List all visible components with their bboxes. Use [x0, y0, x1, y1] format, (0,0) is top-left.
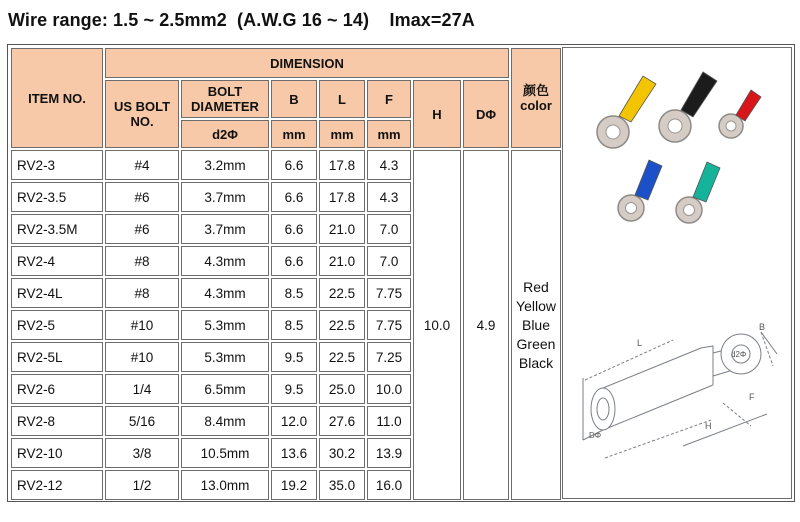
cell-us-bolt: #4 — [105, 150, 179, 180]
cell-item-no: RV2-3.5 — [11, 182, 103, 212]
diagram-label-f: F — [749, 392, 755, 402]
cell-f: 13.9 — [367, 438, 411, 468]
cell-bolt-diameter: 4.3mm — [181, 278, 269, 308]
cell-item-no: RV2-12 — [11, 470, 103, 500]
header-item-no: ITEM NO. — [11, 48, 103, 148]
cell-b: 9.5 — [271, 342, 317, 372]
cell-b: 6.6 — [271, 246, 317, 276]
diagram-label-l: L — [637, 338, 643, 348]
cell-l: 21.0 — [319, 214, 365, 244]
cell-us-bolt: #6 — [105, 214, 179, 244]
color-option: Black — [518, 354, 554, 371]
spec-table — [9, 46, 563, 502]
table-row — [11, 150, 561, 180]
diagram-label-b: B — [759, 322, 766, 332]
cell-l: 27.6 — [319, 406, 365, 436]
cell-bolt-diameter: 13.0mm — [181, 470, 269, 500]
cell-us-bolt: 3/8 — [105, 438, 179, 468]
header-color — [511, 48, 561, 148]
cell-f: 7.75 — [367, 278, 411, 308]
cell-b: 6.6 — [271, 150, 317, 180]
terminal-black-sleeve — [681, 72, 717, 117]
cell-b: 9.5 — [271, 374, 317, 404]
header-color-en: color — [520, 98, 552, 113]
product-image-panel — [562, 47, 792, 499]
cell-item-no: RV2-4L — [11, 278, 103, 308]
cell-f: 7.25 — [367, 342, 411, 372]
color-option: Blue — [521, 316, 551, 333]
cell-bolt-diameter: 8.4mm — [181, 406, 269, 436]
terminal-red-sleeve — [736, 90, 761, 121]
cell-us-bolt: #8 — [105, 278, 179, 308]
header-bolt-diameter-line2: DIAMETER — [191, 99, 259, 114]
cell-f: 7.0 — [367, 246, 411, 276]
terminal-blue — [618, 160, 662, 221]
cell-item-no: RV2-4 — [11, 246, 103, 276]
cell-us-bolt: #10 — [105, 342, 179, 372]
terminal-green — [676, 162, 720, 223]
header-dimension: DIMENSION — [105, 48, 509, 78]
cell-b: 8.5 — [271, 310, 317, 340]
header-us-bolt-line2: NO. — [130, 114, 154, 129]
cell-l: 25.0 — [319, 374, 365, 404]
cell-l: 22.5 — [319, 342, 365, 372]
diagram-label-d2: d2Φ — [731, 350, 747, 359]
cell-bolt-diameter: 10.5mm — [181, 438, 269, 468]
unit-l: mm — [319, 120, 365, 148]
header-l: L — [319, 80, 365, 118]
header-bolt-diameter-line1: BOLT — [207, 84, 243, 99]
terminal-yellow-sleeve — [619, 76, 656, 122]
header-bolt-diameter — [181, 80, 269, 118]
cell-color-list — [511, 150, 561, 500]
cell-l: 17.8 — [319, 182, 365, 212]
cell-bolt-diameter: 3.2mm — [181, 150, 269, 180]
terminal-yellow — [597, 76, 656, 148]
cell-f: 11.0 — [367, 406, 411, 436]
product-illustration — [563, 48, 793, 500]
header-us-bolt — [105, 80, 179, 148]
cell-f: 16.0 — [367, 470, 411, 500]
cell-l: 35.0 — [319, 470, 365, 500]
cell-item-no: RV2-3.5M — [11, 214, 103, 244]
cell-item-no: RV2-5L — [11, 342, 103, 372]
cell-bolt-diameter: 6.5mm — [181, 374, 269, 404]
header-us-bolt-line1: US BOLT — [113, 99, 171, 114]
cell-b: 12.0 — [271, 406, 317, 436]
cell-item-no: RV2-10 — [11, 438, 103, 468]
cell-b: 13.6 — [271, 438, 317, 468]
cell-f: 4.3 — [367, 182, 411, 212]
page-title: Wire range: 1.5 ~ 2.5mm2 (A.W.G 16 ~ 14) Imax=27A — [8, 10, 475, 30]
terminal-black — [659, 72, 717, 142]
cell-l: 30.2 — [319, 438, 365, 468]
header-h: H — [413, 80, 461, 148]
color-option: Yellow — [516, 297, 556, 314]
header-b: B — [271, 80, 317, 118]
cell-item-no: RV2-5 — [11, 310, 103, 340]
dimension-drawing — [583, 332, 777, 458]
cell-l: 22.5 — [319, 278, 365, 308]
cell-b: 6.6 — [271, 214, 317, 244]
cell-us-bolt: #10 — [105, 310, 179, 340]
cell-h-shared: 10.0 — [413, 150, 461, 500]
cell-bolt-diameter: 5.3mm — [181, 310, 269, 340]
cell-us-bolt: 1/4 — [105, 374, 179, 404]
header-color-cn: 颜色 — [522, 83, 549, 98]
cell-f: 7.0 — [367, 214, 411, 244]
cell-b: 8.5 — [271, 278, 317, 308]
cell-f: 10.0 — [367, 374, 411, 404]
color-option: Green — [516, 335, 556, 352]
cell-us-bolt: #6 — [105, 182, 179, 212]
terminal-red — [719, 90, 761, 138]
terminal-blue-sleeve — [635, 160, 662, 200]
cell-l: 21.0 — [319, 246, 365, 276]
header-f: F — [367, 80, 411, 118]
cell-bolt-diameter: 5.3mm — [181, 342, 269, 372]
cell-bolt-diameter: 4.3mm — [181, 246, 269, 276]
cell-l: 22.5 — [319, 310, 365, 340]
color-option: Red — [523, 278, 549, 295]
cell-b: 19.2 — [271, 470, 317, 500]
cell-d-shared: 4.9 — [463, 150, 509, 500]
header-d2: d2Φ — [181, 120, 269, 148]
unit-b: mm — [271, 120, 317, 148]
cell-bolt-diameter: 3.7mm — [181, 182, 269, 212]
cell-b: 6.6 — [271, 182, 317, 212]
cell-item-no: RV2-8 — [11, 406, 103, 436]
cell-us-bolt: 1/2 — [105, 470, 179, 500]
cell-f: 4.3 — [367, 150, 411, 180]
terminal-green-sleeve — [693, 162, 720, 202]
cell-l: 17.8 — [319, 150, 365, 180]
cell-us-bolt: #8 — [105, 246, 179, 276]
header-d: DΦ — [463, 80, 509, 148]
diagram-label-d: DΦ — [589, 431, 602, 440]
cell-f: 7.75 — [367, 310, 411, 340]
cell-bolt-diameter: 3.7mm — [181, 214, 269, 244]
unit-f: mm — [367, 120, 411, 148]
diagram-label-h: H — [705, 421, 712, 431]
cell-us-bolt: 5/16 — [105, 406, 179, 436]
cell-item-no: RV2-3 — [11, 150, 103, 180]
cell-item-no: RV2-6 — [11, 374, 103, 404]
